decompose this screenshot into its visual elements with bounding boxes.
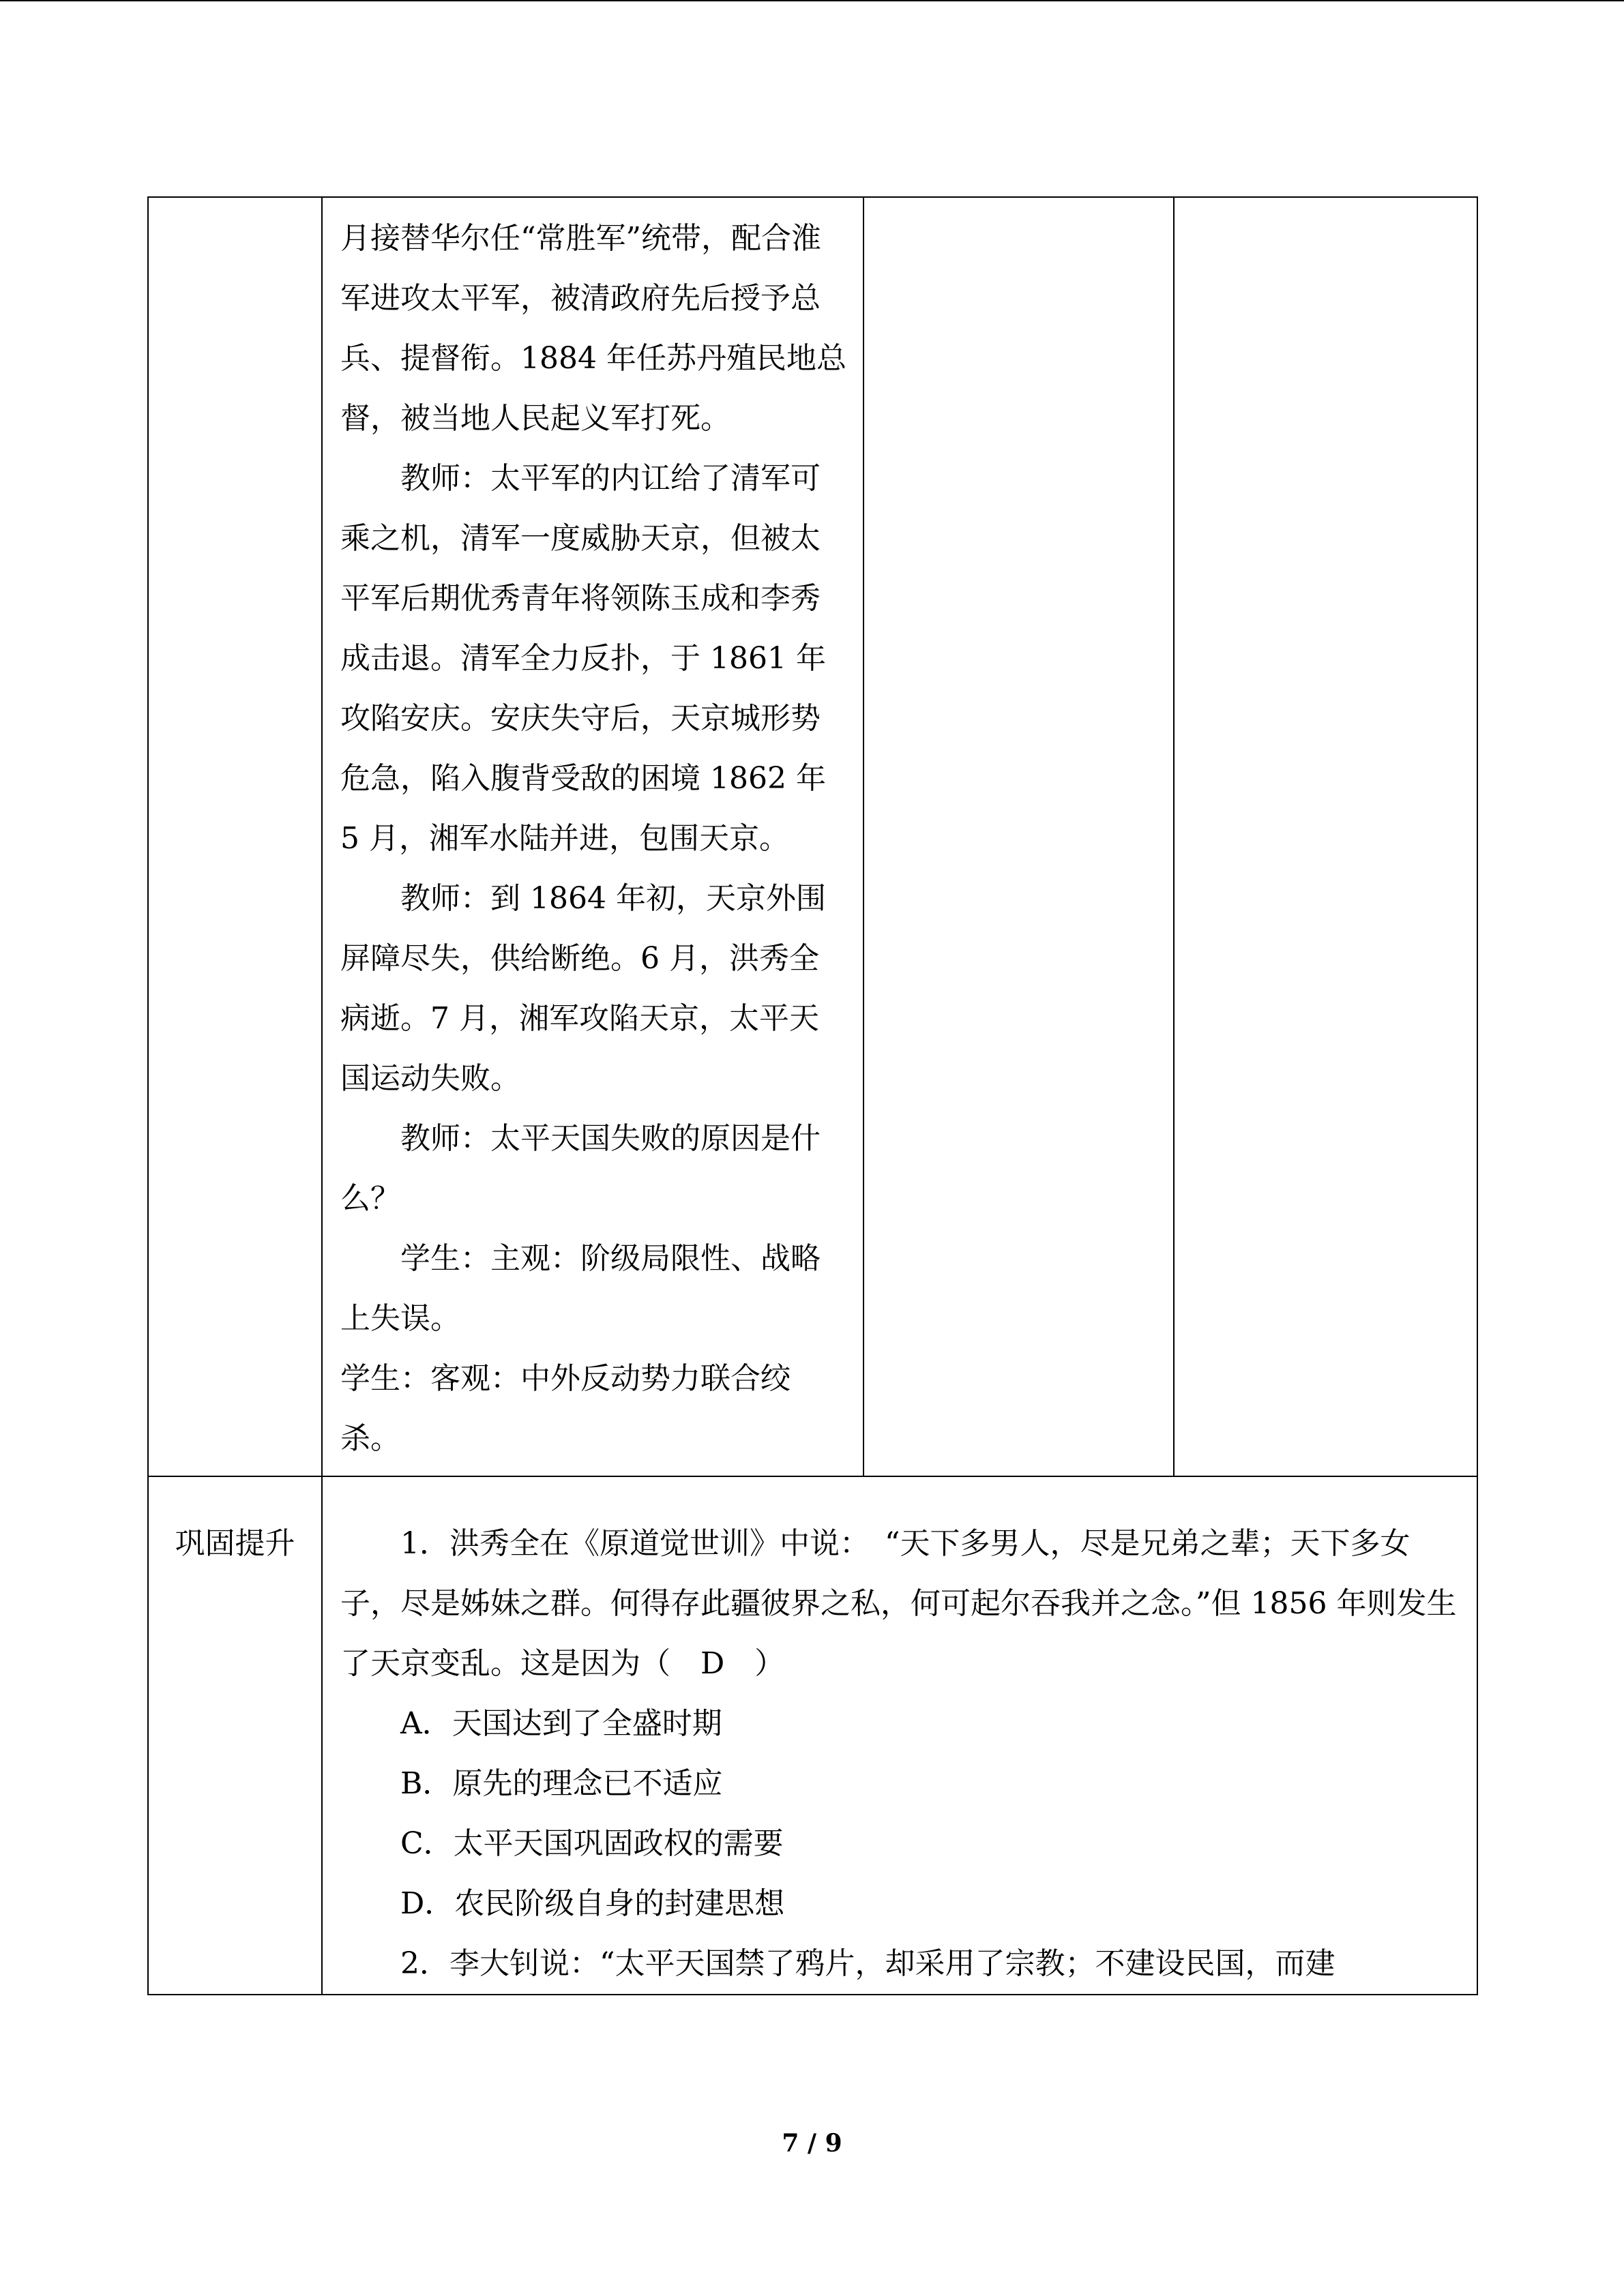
consolidate-content-cell bbox=[322, 1476, 1477, 1995]
table-row bbox=[148, 197, 1477, 1476]
question-1-stem: 1．洪秀全在《原道觉世训》中说： “天下多男人，尽是兄弟之辈；天下多女子，尽是姊妹之群。何得存此疆彼界之私，何可起尔吞我并之念。”但 1856 年则发生了天京变乱。这是因为（ D ） bbox=[340, 1526, 1457, 1681]
consolidate-label: 巩固提升 bbox=[175, 1526, 295, 1561]
label-cell-empty bbox=[148, 197, 322, 1476]
option-a: A．天国达到了全盛时期 bbox=[400, 1706, 722, 1741]
empty-cell-3 bbox=[863, 197, 1174, 1476]
question-2-stem: 2．李大钊说：“太平天国禁了鸦片，却采用了宗教；不建设民国，而建 bbox=[400, 1946, 1335, 1981]
table-row bbox=[148, 1476, 1477, 1995]
paragraph-gordon: 月接替华尔任“常胜军”统带，配合淮军进攻太平军，被清政府先后授予总兵、提督衔。1884 年任苏丹殖民地总督，被当地人民起义军打死。 bbox=[340, 221, 846, 436]
option-d: D．农民阶级自身的封建思想 bbox=[400, 1886, 785, 1921]
teaching-process-cell bbox=[322, 197, 863, 1476]
consolidate-label-cell bbox=[148, 1476, 322, 1995]
option-c: C．太平天国巩固政权的需要 bbox=[400, 1826, 784, 1861]
paragraph-teacher-question: 教师：太平天国失败的原因是什么？ bbox=[340, 1121, 821, 1216]
paragraph-teacher-1: 教师：太平军的内讧给了清军可乘之机，清军一度威胁天京，但被太平军后期优秀青年将领陈玉成和李秀成击退。清军全力反扑，于 1861 年攻陷安庆。安庆失守后，天京城形势危急，陷入腹背受敌的困境 1862 年 5 月，湘军水陆并进，包围天京。 bbox=[340, 461, 826, 856]
paragraph-student-objective: 学生：客观：中外反动势力联合绞杀。 bbox=[340, 1361, 791, 1456]
lesson-plan-table bbox=[147, 196, 1478, 1995]
page-number: 7 / 9 bbox=[782, 2129, 842, 2158]
empty-cell-4 bbox=[1174, 197, 1477, 1476]
paragraph-teacher-2: 教师：到 1864 年初，天京外围屏障尽失，供给断绝。6 月，洪秀全病逝。7 月，湘军攻陷天京，太平天国运动失败。 bbox=[340, 881, 826, 1096]
paragraph-student-subjective: 学生：主观：阶级局限性、战略上失误。 bbox=[340, 1241, 821, 1336]
option-b: B．原先的理念已不适应 bbox=[400, 1766, 723, 1801]
top-border-line bbox=[0, 0, 1624, 1]
